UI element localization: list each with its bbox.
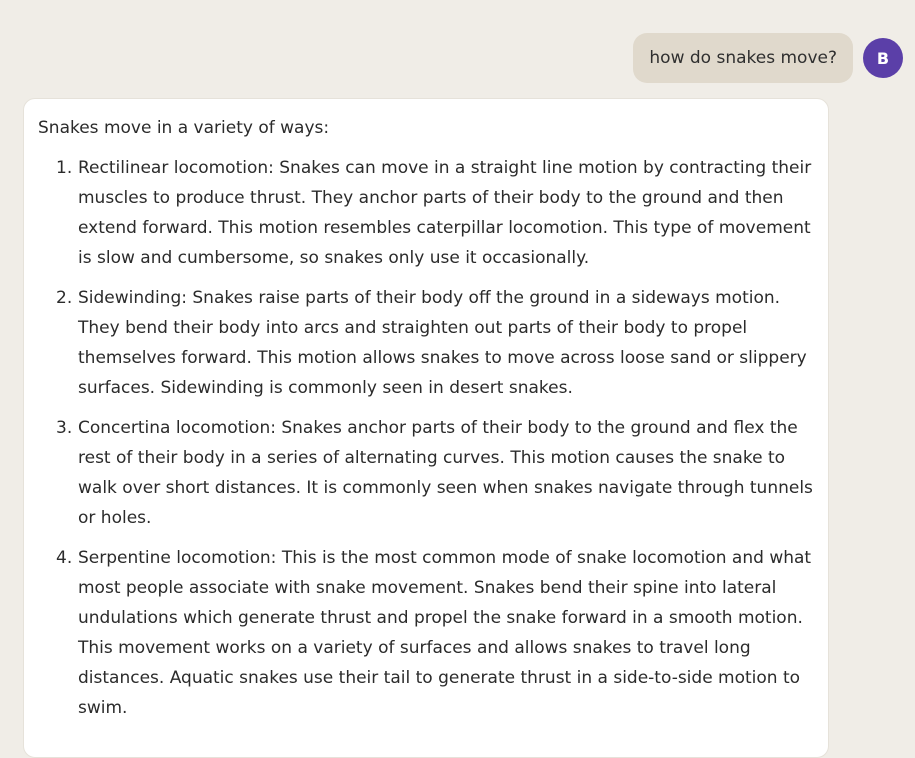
list-item — [38, 543, 814, 723]
list-item-number: 4. — [56, 548, 73, 568]
user-avatar[interactable]: B — [863, 38, 903, 78]
list-item — [38, 153, 814, 273]
assistant-response-card — [23, 98, 829, 758]
response-list — [38, 153, 814, 723]
list-item-text: Serpentine locomotion: This is the most common mode of snake locomotion and what most people associate with snake movement. Snakes bend their spine into lateral undulations which generate thrust and propel the snake forward in a smooth motion. This movement works on a variety of surfaces and allows snakes to travel long distances. Aquatic snakes use their tail to generate thrust in a side-to-side motion to swim. — [78, 548, 812, 718]
list-item-text: Rectilinear locomotion: Snakes can move in a straight line motion by contracting their muscles to produce thrust. They anchor parts of their body to the ground and then extend forward. This motion resembles caterpillar locomotion. This type of movement is slow and cumbersome, so snakes only use it occasionally. — [78, 158, 812, 268]
response-intro: Snakes move in a variety of ways: — [38, 118, 330, 138]
user-message-row — [633, 33, 903, 83]
list-item-number: 1. — [56, 158, 73, 178]
list-item — [38, 413, 814, 533]
list-item-text: Sidewinding: Snakes raise parts of their body off the ground in a sideways motion. They bend their body into arcs and straighten out parts of their body to propel themselves forward. This motion allows snakes to move across loose sand or slippery surfaces. Sidewinding is commonly seen in desert snakes. — [78, 288, 807, 398]
list-item-number: 2. — [56, 288, 73, 308]
list-item-number: 3. — [56, 418, 73, 438]
list-item — [38, 283, 814, 403]
user-message-bubble: how do snakes move? — [633, 33, 853, 83]
list-item-text: Concertina locomotion: Snakes anchor parts of their body to the ground and flex the rest of their body in a series of alternating curves. This motion causes the snake to walk over short distances. It is commonly seen when snakes navigate through tunnels or holes. — [78, 418, 813, 528]
